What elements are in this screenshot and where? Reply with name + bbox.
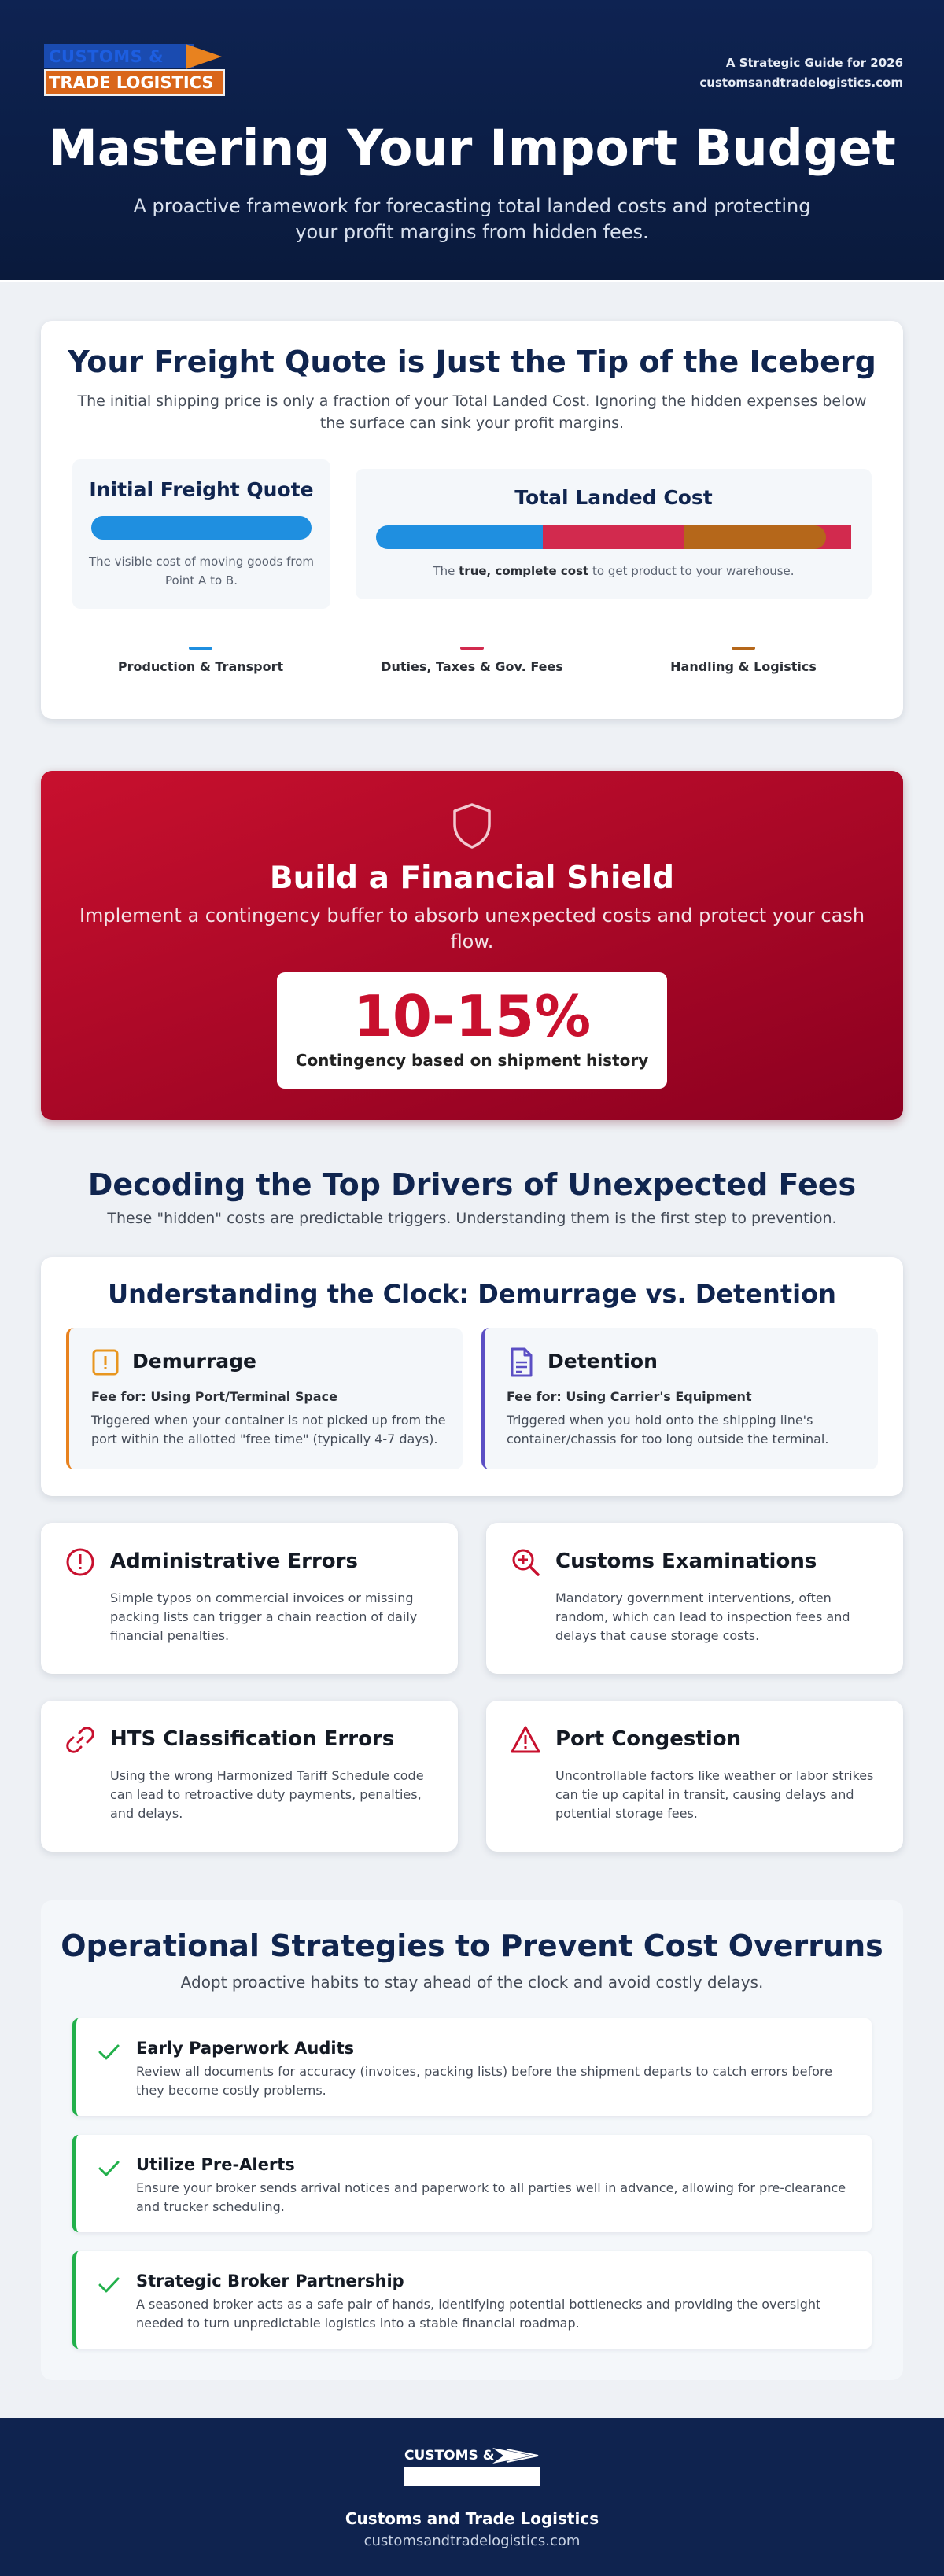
total-landed-text: The true, complete cost to get product to your warehouse. bbox=[433, 564, 795, 578]
legend-swatch bbox=[189, 647, 212, 650]
checkmark-icon bbox=[97, 2157, 120, 2180]
drivers-subtitle: These "hidden" costs are predictable triggers. Understanding them is the first step to prevention. bbox=[107, 1210, 837, 1227]
strategy-text: Ensure your broker sends arrival notices and paperwork to all parties well in advance, allowing for pre-clearance and trucker scheduling. bbox=[136, 2180, 846, 2214]
document-icon bbox=[507, 1347, 535, 1378]
page-header bbox=[0, 0, 944, 282]
fee-card-text: Uncontrollable factors like weather or labor strikes can tie up capital in transit, causing delays and potential storage fees. bbox=[555, 1768, 874, 1821]
page-footer bbox=[0, 2418, 944, 2576]
strategy-text: A seasoned broker acts as a safe pair of hands, identifying potential bottlenecks and providing the oversight needed to turn unpredictable logistics into a stable financial roadmap. bbox=[136, 2297, 821, 2331]
contingency-label: Contingency based on shipment history bbox=[295, 1051, 649, 1070]
footer-logo bbox=[404, 2446, 540, 2486]
iceberg-subtitle: The initial shipping price is only a fraction of your Total Landed Cost. Ignoring the hidden expenses below the surface can sink your profit margins. bbox=[77, 392, 867, 432]
detention-fee: Fee for: Using Carrier's Equipment bbox=[507, 1389, 752, 1404]
fee-card-hts-errors bbox=[41, 1701, 458, 1852]
fee-card-text: Using the wrong Harmonized Tariff Schedule code can lead to retroactive duty payments, penalties, and delays. bbox=[110, 1768, 424, 1821]
page-subtitle: A proactive framework for forecasting total landed costs and protecting your profit margins from hidden fees. bbox=[133, 195, 811, 243]
legend-item-handling bbox=[614, 647, 873, 674]
strategy-title: Utilize Pre-Alerts bbox=[136, 2155, 295, 2174]
strategies-section bbox=[41, 1900, 903, 2380]
fee-card-text: Mandatory government interventions, often random, which can lead to inspection fees and delays that cause storage costs. bbox=[555, 1590, 850, 1643]
fee-card-title: HTS Classification Errors bbox=[110, 1727, 395, 1751]
legend-label: Production & Transport bbox=[117, 659, 284, 674]
total-landed-title: Total Landed Cost bbox=[514, 486, 713, 509]
header-website-link[interactable]: customsandtradelogistics.com bbox=[699, 76, 903, 90]
header-meta bbox=[699, 53, 903, 93]
strategy-title: Early Paperwork Audits bbox=[136, 2039, 355, 2058]
logo-arrow-icon bbox=[492, 2446, 540, 2465]
fee-card-title: Customs Examinations bbox=[555, 1550, 817, 1573]
exclamation-circle-icon bbox=[65, 1546, 96, 1578]
footer-logo-text: CUSTOMS & bbox=[404, 2448, 495, 2464]
fee-card-administrative-errors bbox=[41, 1523, 458, 1674]
legend-label: Duties, Taxes & Gov. Fees bbox=[381, 659, 563, 674]
financial-shield-banner bbox=[41, 771, 903, 1120]
fee-card-customs-examinations bbox=[486, 1523, 903, 1674]
shield-title: Build a Financial Shield bbox=[269, 861, 675, 896]
legend-label: Handling & Logistics bbox=[670, 659, 817, 674]
clock-card bbox=[41, 1257, 903, 1496]
detention-title: Detention bbox=[548, 1350, 658, 1373]
legend-item-production bbox=[71, 647, 330, 674]
zoom-in-icon bbox=[510, 1546, 541, 1578]
footer-logo-band bbox=[404, 2467, 540, 2486]
strategies-title: Operational Strategies to Prevent Cost Overruns bbox=[61, 1929, 883, 1963]
fee-card-text: Simple typos on commercial invoices or missing packing lists can trigger a chain reaction of daily financial penalties. bbox=[110, 1590, 418, 1643]
fee-card-title: Administrative Errors bbox=[110, 1550, 358, 1573]
footer-website-link[interactable]: customsandtradelogistics.com bbox=[363, 2533, 581, 2549]
strategies-subtitle: Adopt proactive habits to stay ahead of the clock and avoid costly delays. bbox=[180, 1973, 764, 1992]
detention-text: Triggered when you hold onto the shipping line's container/chassis for too long outside the terminal. bbox=[507, 1413, 829, 1446]
fee-card-port-congestion bbox=[486, 1701, 903, 1852]
logo-arrow-icon bbox=[186, 44, 222, 69]
bar-segment-handling bbox=[684, 525, 826, 549]
initial-quote-text: The visible cost of moving goods from Point A to B. bbox=[88, 555, 314, 588]
initial-quote-title: Initial Freight Quote bbox=[89, 478, 314, 501]
guide-label: A Strategic Guide for 2026 bbox=[725, 56, 903, 70]
demurrage-panel bbox=[66, 1328, 463, 1469]
bar-segment-production bbox=[376, 525, 543, 549]
contingency-stat bbox=[277, 972, 667, 1089]
footer-company-name: Customs and Trade Logistics bbox=[345, 2509, 599, 2528]
link-icon bbox=[65, 1724, 96, 1756]
shield-subtitle: Implement a contingency buffer to absorb unexpected costs and protect your cash flow. bbox=[79, 905, 865, 953]
warning-triangle-icon bbox=[510, 1724, 541, 1756]
demurrage-fee: Fee for: Using Port/Terminal Space bbox=[91, 1389, 337, 1404]
initial-quote-bar bbox=[91, 516, 312, 540]
shield-icon bbox=[452, 802, 492, 849]
strategy-title: Strategic Broker Partnership bbox=[136, 2272, 404, 2290]
strategy-item bbox=[72, 2135, 872, 2232]
strategy-item bbox=[72, 2018, 872, 2116]
strategy-item bbox=[72, 2251, 872, 2349]
total-landed-bar bbox=[376, 525, 851, 549]
initial-quote-panel bbox=[72, 459, 330, 609]
checkmark-icon bbox=[97, 2273, 120, 2297]
contingency-value: 10-15% bbox=[352, 983, 592, 1049]
total-landed-panel bbox=[356, 469, 872, 599]
clock-title: Understanding the Clock: Demurrage vs. Detention bbox=[108, 1279, 836, 1309]
drivers-title: Decoding the Top Drivers of Unexpected Fees bbox=[87, 1167, 857, 1202]
fee-card-title: Port Congestion bbox=[555, 1727, 742, 1751]
iceberg-title: Your Freight Quote is Just the Tip of the Iceberg bbox=[68, 345, 876, 379]
page-title: Mastering Your Import Budget bbox=[48, 120, 896, 177]
demurrage-text: Triggered when your container is not picked up from the port within the allotted "free time" (typically 4-7 days). bbox=[91, 1413, 446, 1446]
detention-panel bbox=[481, 1328, 878, 1469]
alert-square-icon bbox=[91, 1347, 120, 1378]
checkmark-icon bbox=[97, 2040, 120, 2064]
logo-bottom-text: TRADE LOGISTICS bbox=[49, 73, 214, 92]
iceberg-card bbox=[41, 321, 903, 719]
logo-top-text: CUSTOMS & bbox=[49, 47, 164, 66]
demurrage-title: Demurrage bbox=[132, 1350, 256, 1373]
legend-swatch bbox=[732, 647, 755, 650]
legend-swatch bbox=[460, 647, 484, 650]
strategy-text: Review all documents for accuracy (invoices, packing lists) before the shipment departs to catch errors before they become costly problems. bbox=[136, 2064, 833, 2098]
brand-logo bbox=[44, 44, 230, 96]
legend-item-duties bbox=[342, 647, 602, 674]
